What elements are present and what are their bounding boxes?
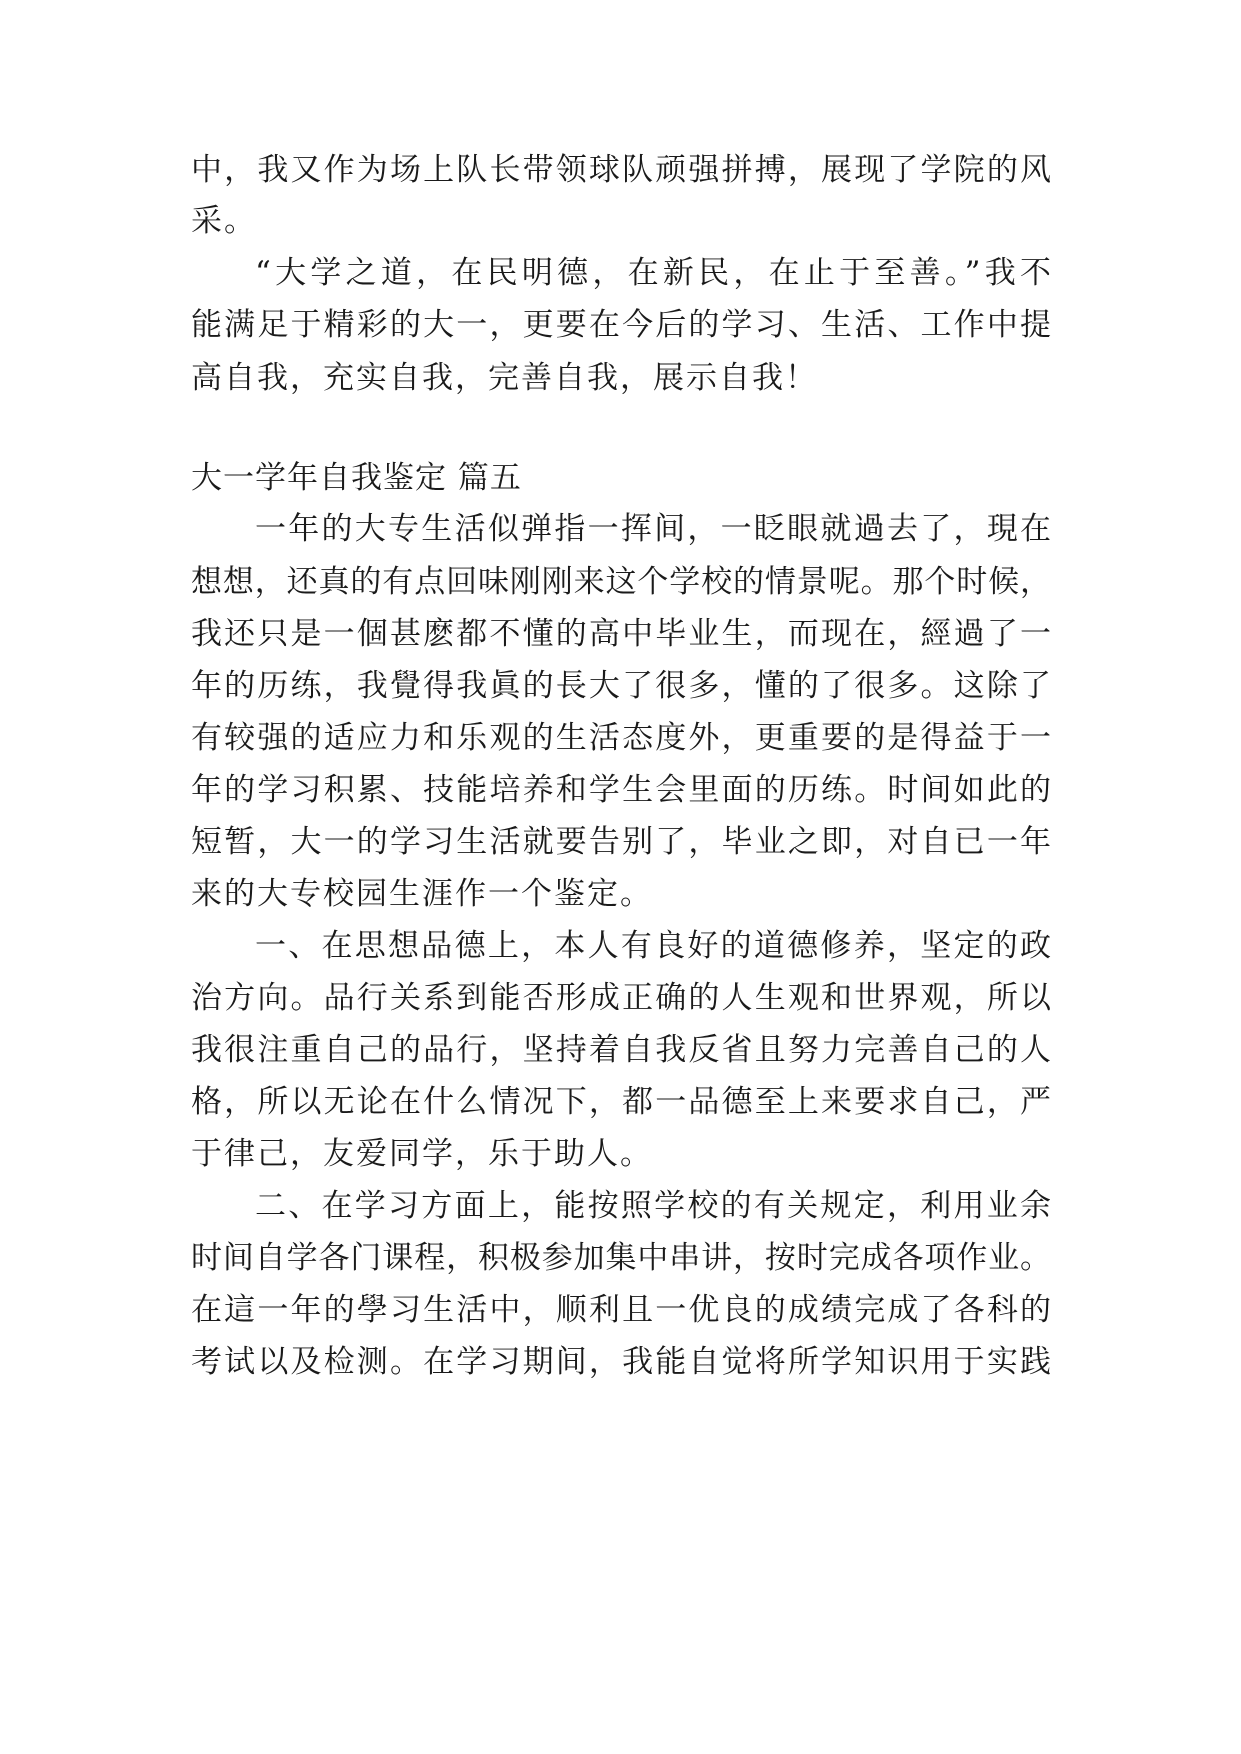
text-line: 考试以及检测。在学习期间，我能自觉将所学知识用于实践 [191,1344,1051,1380]
text-line: 格，所以无论在什么情况下，都一品德至上来要求自己，严 [191,1084,1051,1120]
text-line: 短暂，大一的学习生活就要告别了，毕业之即，对自已一年 [191,824,1051,860]
text-line: “大学之道，在民明德，在新民，在止于至善。”我不 [255,255,1051,291]
section-heading: 大一学年自我鉴定 篇五 [191,460,522,496]
text-line: 我很注重自己的品行，坚持着自我反省且努力完善自己的人 [191,1032,1051,1068]
text-line: 能满足于精彩的大一，更要在今后的学习、生活、工作中提 [191,307,1051,343]
text-line: 年的历练，我覺得我眞的長大了很多，懂的了很多。这除了 [191,668,1051,704]
text-line: 一、在思想品德上，本人有良好的道德修养，坚定的政 [255,928,1051,964]
text-line: 治方向。品行关系到能否形成正确的人生观和世界观，所以 [191,980,1051,1016]
text-line: 时间自学各门课程，积极参加集中串讲，按时完成各项作业。 [191,1240,1051,1276]
text-line: 想想，还真的有点回味刚刚来这个学校的情景呢。那个时候， [191,564,1051,600]
text-line: 于律己，友爱同学，乐于助人。 [191,1136,653,1172]
text-line: 年的学习积累、技能培养和学生会里面的历练。时间如此的 [191,772,1051,808]
text-line: 在這一年的學习生活中，顺利且一优良的成绩完成了各科的 [191,1292,1051,1328]
text-line: 有较强的适应力和乐观的生活态度外，更重要的是得益于一 [191,720,1051,756]
text-line: 采。 [191,203,257,239]
text-line: 一年的大专生活似弹指一挥间，一眨眼就過去了，現在 [255,511,1051,547]
text-line: 二、在学习方面上，能按照学校的有关规定，利用业余 [255,1188,1051,1224]
text-line: 来的大专校园生涯作一个鉴定。 [191,876,653,912]
text-line: 高自我，充实自我，完善自我，展示自我！ [191,360,818,396]
text-line: 我还只是一個甚麽都不懂的高中毕业生，而现在，經過了一 [191,616,1051,652]
text-line: 中，我又作为场上队长带领球队顽强拼搏，展现了学院的风 [191,152,1051,188]
